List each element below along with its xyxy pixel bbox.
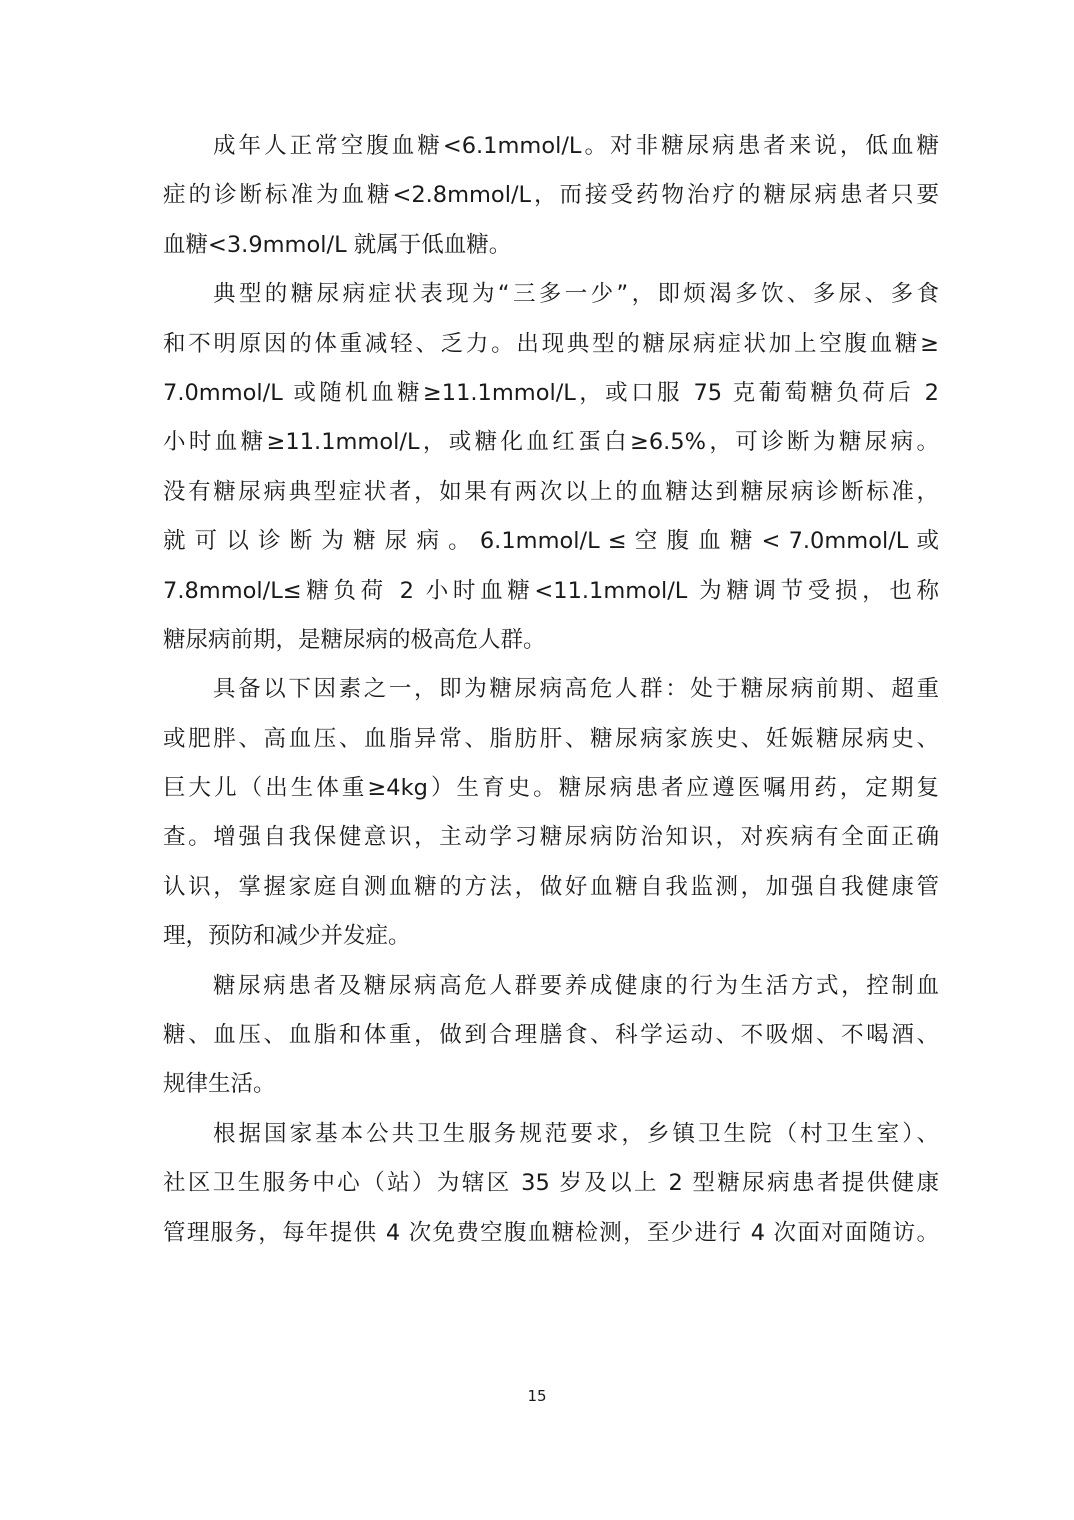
text-line: 小时血糖≥11.1mmol/L，或糖化血红蛋白≥6.5%，可诊断为糖尿病。 <box>163 429 939 456</box>
text-line: 巨大儿（出生体重≥4kg）生育史。糖尿病患者应遵医嘱用药，定期复 <box>163 775 939 802</box>
text-line: 7.8mmol/L≤糖负荷 2 小时血糖<11.1mmol/L 为糖调节受损，也称 <box>163 577 939 604</box>
paragraph-2 <box>163 270 939 665</box>
text-line: 规律生活。 <box>163 1071 276 1098</box>
text-line: 糖、血压、血脂和体重，做到合理膳食、科学运动、不吸烟、不喝酒、 <box>163 1022 939 1049</box>
document-body <box>163 122 939 1258</box>
paragraph-1 <box>163 122 939 270</box>
paragraph-3 <box>163 665 939 961</box>
text-line: 根据国家基本公共卫生服务规范要求，乡镇卫生院（村卫生室）、 <box>213 1120 939 1147</box>
text-line: 认识，掌握家庭自测血糖的方法，做好血糖自我监测，加强自我健康管 <box>163 873 939 900</box>
text-line: 具备以下因素之一，即为糖尿病高危人群：处于糖尿病前期、超重 <box>213 676 939 703</box>
text-line: 血糖<3.9mmol/L 就属于低血糖。 <box>163 231 512 258</box>
text-line: 典型的糖尿病症状表现为“三多一少”，即烦渴多饮、多尿、多食 <box>213 281 939 308</box>
text-line: 7.0mmol/L 或随机血糖≥11.1mmol/L，或口服 75 克葡萄糖负荷后 2 <box>163 379 939 406</box>
text-line: 和不明原因的体重减轻、乏力。出现典型的糖尿病症状加上空腹血糖≥ <box>163 330 939 357</box>
page-number: 15 <box>527 1387 547 1405</box>
text-line: 症的诊断标准为血糖<2.8mmol/L，而接受药物治疗的糖尿病患者只要 <box>163 182 939 209</box>
paragraph-4 <box>163 962 939 1110</box>
text-line: 查。增强自我保健意识，主动学习糖尿病防治知识，对疾病有全面正确 <box>163 824 939 851</box>
paragraph-5 <box>163 1110 939 1258</box>
text-line: 或肥胖、高血压、血脂异常、脂肪肝、糖尿病家族史、妊娠糖尿病史、 <box>163 725 939 752</box>
text-line: 理，预防和减少并发症。 <box>163 923 411 950</box>
text-line: 成年人正常空腹血糖<6.1mmol/L。对非糖尿病患者来说，低血糖 <box>213 133 939 159</box>
text-line: 没有糖尿病典型症状者，如果有两次以上的血糖达到糖尿病诊断标准， <box>163 478 939 505</box>
text-line: 糖尿病前期，是糖尿病的极高危人群。 <box>163 626 546 653</box>
text-line: 社区卫生服务中心（站）为辖区 35 岁及以上 2 型糖尿病患者提供健康 <box>163 1170 939 1197</box>
text-line: 管理服务，每年提供 4 次免费空腹血糖检测，至少进行 4 次面对面随访。 <box>163 1219 939 1246</box>
text-line: 糖尿病患者及糖尿病高危人群要养成健康的行为生活方式，控制血 <box>213 972 939 999</box>
text-line: 就 可 以 诊 断 为 糖 尿 病 。 6.1mmol/L ≤ 空 腹 血 糖 < 7.0mmol/L 或 <box>163 528 939 555</box>
